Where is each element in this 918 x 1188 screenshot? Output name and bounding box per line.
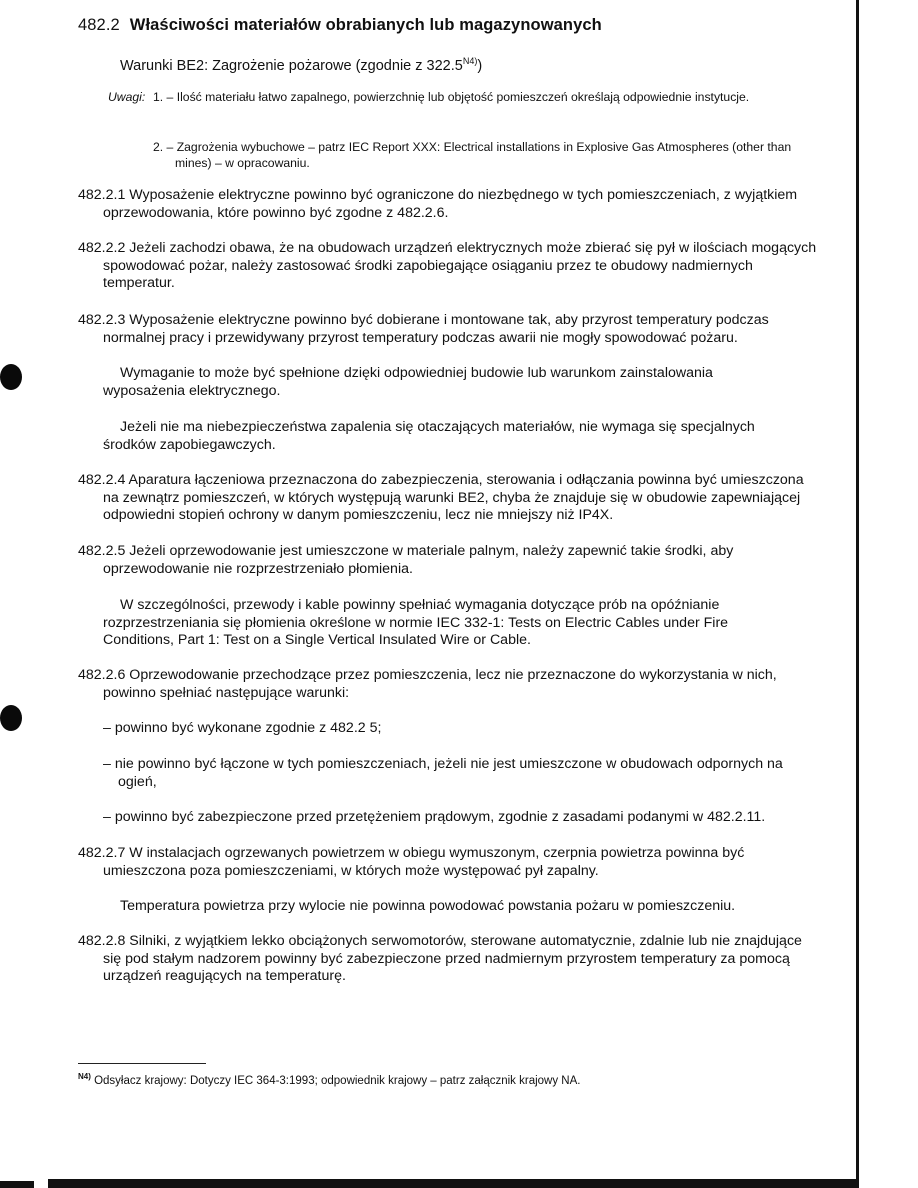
footnote [78, 1072, 580, 1087]
section-title: Właściwości materiałów obrabianych lub magazynowanych [129, 16, 602, 34]
footnote-divider [78, 1063, 206, 1064]
list-item-1: – powinno być wykonane zgodnie z 482.2 5; [103, 720, 382, 736]
conditions-line [120, 53, 482, 76]
paragraph-482-2-7: 482.2.7 W instalacjach ogrzewanych powietrzem w obiegu wymuszonym, czerpnia powietrza powinna być umieszczona poza pomieszczeniami, w których może występować pył zapalny. [78, 845, 745, 879]
note-1 [108, 89, 798, 105]
page-right-edge [856, 0, 859, 1188]
list-item-2: – nie powinno być łączone w tych pomieszczeniach, jeżeli nie jest umieszczone w obudowach odpornych na ogień, [103, 756, 783, 790]
conditions-text: Warunki BE2: Zagrożenie pożarowe (zgodnie z 322.5 [120, 58, 463, 74]
paragraph-482-2-4: 482.2.4 Aparatura łączeniowa przeznaczona do zabezpieczenia, sterowania i odłączania powinna być umieszczona na zewnątrz pomieszczeń, w których występują warunki BE2, chyba że znajduje się w obudowie zapewniającej odpowiedni stopień ochrony w danym pomieszczeniu, lecz nie mniejszy niż IP4X. [78, 472, 804, 523]
note-1-text: 1. – Ilość materiału łatwo zapalnego, powierzchnię lub objętość pomieszczeń określają odpowiednie instytucje. [153, 90, 750, 104]
paragraph-482-2-5: 482.2.5 Jeżeli oprzewodowanie jest umieszczone w materiale palnym, należy zapewnić takie środki, aby oprzewodowanie nie rozprzestrzeniało płomienia. [78, 543, 734, 577]
section-heading [78, 16, 602, 35]
paragraph-482-2-2: 482.2.2 Jeżeli zachodzi obawa, że na obudowach urządzeń elektrycznych może zbierać się pył w ilościach mogących spowodować pożar, należy zastosować środki zapobiegające osiąganiu przez te obudowy nadmiernych temperatur. [78, 240, 817, 291]
page-bottom-edge [48, 1179, 859, 1188]
paragraph-482-2-3-b: Jeżeli nie ma niebezpieczeństwa zapalenia się otaczających materiałów, nie wymaga się specjalnych środków zapobiegawczych. [103, 419, 755, 453]
paragraph-482-2-1: 482.2.1 Wyposażenie elektryczne powinno być ograniczone do niezbędnego w tych pomieszczeniach, z wyjątkiem oprzewodowania, które powinno być zgodne z 482.2.6. [78, 187, 798, 221]
conditions-end: ) [477, 58, 483, 74]
paragraph-482-2-6: 482.2.6 Oprzewodowanie przechodzące przez pomieszczenia, lecz nie przeznaczone do wykorzystania w nich, powinno spełniać następujące warunki: [78, 667, 777, 701]
list-item-3: – powinno być zabezpieczone przed przetężeniem prądowym, zgodnie z zasadami podanymi w 482.2.11. [103, 809, 766, 825]
paragraph-482-2-8: 482.2.8 Silniki, z wyjątkiem lekko obciążonych serwomotorów, sterowane automatycznie, zdalnie lub nie znajdujące się pod stałym nadzorem powinny być zabezpieczone przed nadmiernym przyrostem temperatury za pomocą urządzeń reagujących na temperaturę. [78, 933, 802, 984]
note-2: 2. – Zagrożenia wybuchowe – patrz IEC Report XXX: Electrical installations in Explosive Gas Atmospheres (other than mines) – w opracowaniu. [153, 140, 792, 170]
paragraph-482-2-3-a: Wymaganie to może być spełnione dzięki odpowiedniej budowie lub warunkom zainstalowania wyposażenia elektrycznego. [103, 365, 713, 399]
paragraph-482-2-3: 482.2.3 Wyposażenie elektryczne powinno być dobierane i montowane tak, aby przyrost temperatury podczas normalnej pracy i przewidywany przyrost temperatury podczas awarii nie mogły spowodować pożaru. [78, 312, 769, 346]
binding-hole-top [0, 364, 22, 390]
page-bottom-edge-left [0, 1181, 34, 1188]
footnote-mark: N4) [78, 1072, 91, 1081]
footnote-text: Odsyłacz krajowy: Dotyczy IEC 364-3:1993; odpowiednik krajowy – patrz załącznik krajowy NA. [90, 1075, 581, 1087]
section-number: 482.2 [78, 16, 120, 34]
footnote-ref: N4) [462, 56, 478, 66]
binding-hole-bottom [0, 705, 22, 731]
notes-label: Uwagi: [108, 90, 146, 104]
paragraph-482-2-7-a: Temperatura powietrza przy wylocie nie powinna powodować powstania pożaru w pomieszczeniu. [120, 898, 736, 914]
paragraph-482-2-5-a: W szczególności, przewody i kable powinny spełniać wymagania dotyczące prób na opóźnianie rozprzestrzeniania się płomienia określone w normie IEC 332-1: Tests on Electric Cables under Fire Conditions, Part 1: Test on a Single Vertical Insulated Wire or Cable. [103, 597, 729, 648]
